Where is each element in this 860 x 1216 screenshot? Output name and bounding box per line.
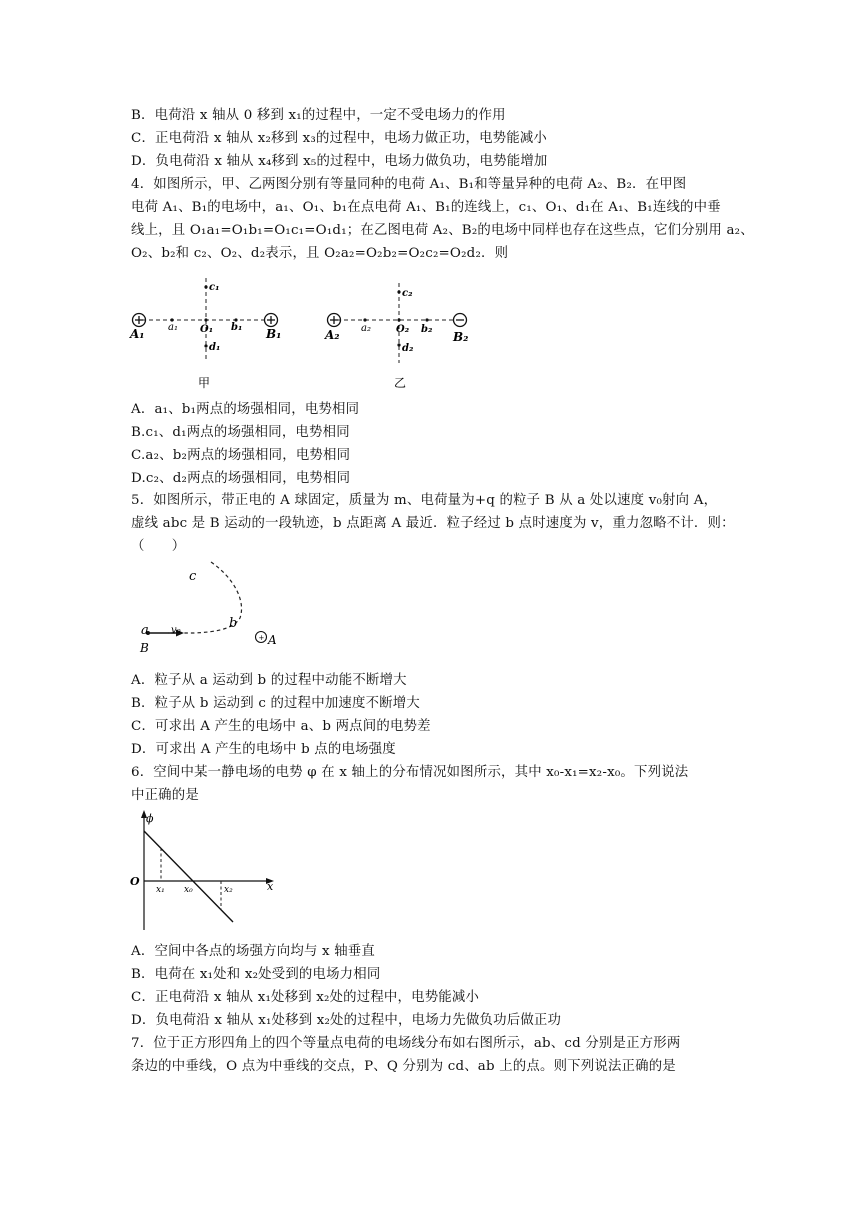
q6-option-d: D．负电荷沿 x 轴从 x₁处移到 x₂处的过程中，电场力先做负功后做正功	[131, 1013, 562, 1028]
label-o1: O₁	[200, 324, 214, 335]
q6-option-a: A．空间中各点的场强方向均与 x 轴垂直	[131, 944, 375, 959]
figure-q6-potential-graph	[128, 808, 288, 934]
label-x0: x₀	[184, 885, 193, 895]
label-point-b2: b₂	[421, 324, 433, 335]
q5-option-b: B．粒子从 b 运动到 c 的过程中加速度不断增大	[131, 696, 420, 711]
q4-stem-line: 4．如图所示，甲、乙两图分别有等量同种的电荷 A₁、B₁和等量异种的电荷 A₂、B₂．在甲图	[131, 177, 687, 192]
label-c1: c₁	[209, 282, 220, 293]
plus-sign: +	[258, 634, 265, 642]
q5-option-a: A．粒子从 a 运动到 b 的过程中动能不断增大	[131, 673, 407, 688]
q4-option-c: C.a₂、b₂两点的场强相同，电势相同	[131, 448, 351, 463]
label-a2: A₂	[325, 328, 340, 342]
q6-stem-line: 中正确的是	[131, 788, 199, 803]
q6-stem-line: 6．空间中某一静电场的电势 φ 在 x 轴上的分布情况如图所示，其中 x₀-x₁=x₂-x₀。下列说法	[131, 765, 689, 780]
q7-stem-line: 条边的中垂线，O 点为中垂线的交点，P、Q 分别为 cd、ab 上的点。则下列说法正确的是	[131, 1059, 676, 1074]
label-b: b	[229, 616, 238, 631]
q4-option-b: B.c₁、d₁两点的场强相同，电势相同	[131, 425, 350, 440]
q4-stem-line: O₂、b₂和 c₂、O₂、d₂表示，且 O₂a₂=O₂b₂=O₂c₂=O₂d₂．则	[131, 246, 509, 261]
label-b1-charge: B₁	[266, 327, 282, 341]
label-v0: v₀	[171, 625, 181, 636]
label-ball-a: A	[268, 633, 277, 647]
label-c2: c₂	[402, 288, 413, 299]
q6-option-b: B．电荷在 x₁处和 x₂处受到的电场力相同	[131, 967, 381, 982]
label-a: a	[141, 623, 149, 638]
potential-line	[144, 831, 233, 922]
q3-option-b: B．电荷沿 x 轴从 0 移到 x₁的过程中，一定不受电场力的作用	[131, 108, 506, 123]
label-particle-b: B	[140, 641, 149, 655]
label-c: c	[189, 569, 197, 584]
q7-stem-line: 7．位于正方形四角上的四个等量点电荷的电场线分布如右图所示，ab、cd 分别是正方形两	[131, 1036, 681, 1051]
label-x1: x₁	[156, 885, 165, 895]
label-b2-charge: B₂	[453, 330, 469, 344]
q4-option-a: A．a₁、b₁两点的场强相同，电势相同	[131, 402, 360, 417]
label-a1: A₁	[130, 327, 145, 341]
q3-option-d: D．负电荷沿 x 轴从 x₄移到 x₅的过程中，电场力做负功，电势能增加	[131, 154, 548, 169]
figure-jia	[128, 270, 308, 392]
caption-yi: 乙	[394, 376, 407, 390]
q4-stem-line: 线上，且 O₁a₁=O₁b₁=O₁c₁=O₁d₁；在乙图电荷 A₂、B₂的电场中同样也存在这些点，它们分别用 a₂、	[131, 223, 754, 238]
q5-option-c: C．可求出 A 产生的电场中 a、b 两点间的电势差	[131, 719, 431, 734]
q3-option-c: C．正电荷沿 x 轴从 x₂移到 x₃的过程中，电场力做正功，电势能减小	[131, 131, 548, 146]
label-x: x	[267, 880, 274, 893]
label-phi: ϕ	[146, 812, 154, 825]
q6-option-c: C．正电荷沿 x 轴从 x₁处移到 x₂处的过程中，电势能减小	[131, 990, 480, 1005]
q5-stem-line: （ ）	[131, 539, 186, 554]
label-x2: x₂	[224, 885, 233, 895]
q4-stem-line: 电荷 A₁、B₁的电场中，a₁、O₁、b₁在点电荷 A₁、B₁的连线上，c₁、O₁、d₁在 A₁、B₁连线的中垂	[131, 200, 721, 215]
label-point-b1: b₁	[231, 322, 243, 333]
q5-stem-line: 5．如图所示，带正电的 A 球固定，质量为 m、电荷量为+q 的粒子 B 从 a 处以速度 v₀射向 A，	[131, 493, 718, 508]
label-point-a2: a₂	[361, 323, 371, 334]
q5-option-d: D．可求出 A 产生的电场中 b 点的电场强度	[131, 742, 396, 757]
label-d1: d₁	[209, 342, 221, 353]
figure-yi	[323, 275, 483, 395]
figure-q5-trajectory	[134, 556, 294, 660]
label-origin: O	[130, 875, 140, 888]
q5-stem-line: 虚线 abc 是 B 运动的一段轨迹，b 点距离 A 最近．粒子经过 b 点时速度为 v，重力忽略不计．则：	[131, 516, 735, 531]
caption-jia: 甲	[198, 376, 211, 390]
q4-option-d: D.c₂、d₂两点的场强相同，电势相同	[131, 471, 351, 486]
label-o2: O₂	[396, 324, 410, 335]
label-point-a1: a₁	[168, 322, 178, 333]
label-d2: d₂	[402, 343, 414, 354]
